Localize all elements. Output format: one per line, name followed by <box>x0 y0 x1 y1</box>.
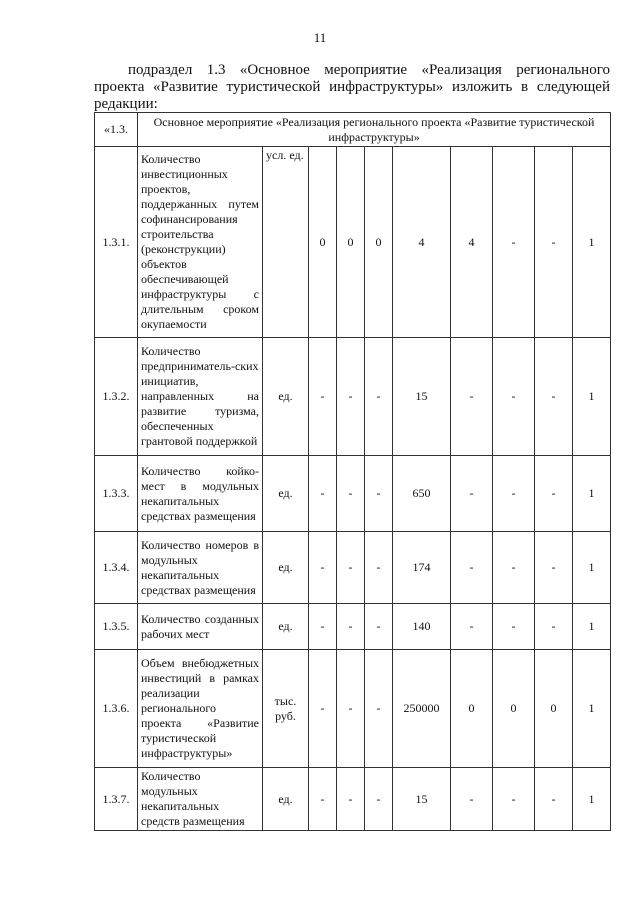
value-cell: 140 <box>393 604 451 650</box>
value-cell: - <box>535 604 573 650</box>
value-cell: 1 <box>573 768 611 831</box>
unit: тыс. руб. <box>263 650 309 768</box>
value-cell: - <box>451 768 493 831</box>
value-cell: - <box>309 604 337 650</box>
value-cell: - <box>535 768 573 831</box>
section-header-row <box>95 113 611 147</box>
value-cell: 0 <box>337 147 365 338</box>
value-cell: 1 <box>573 650 611 768</box>
row-number: 1.3.2. <box>95 338 138 456</box>
value-cell: - <box>535 338 573 456</box>
indicator-name: Количество предприниматель-ских инициатив, направленных на развитие туризма, обеспеченных грантовой поддержкой <box>138 338 263 456</box>
value-cell: - <box>309 650 337 768</box>
value-cell: - <box>493 338 535 456</box>
indicator-name: Количество модульных некапитальных средств размещения <box>138 768 263 831</box>
indicator-name: Объем внебюджетных инвестиций в рамках реализации регионального проекта «Развитие туристической инфраструктуры» <box>138 650 263 768</box>
value-cell: 1 <box>573 532 611 604</box>
table-row <box>95 338 611 456</box>
value-cell: 15 <box>393 338 451 456</box>
value-cell: - <box>493 604 535 650</box>
value-cell: 650 <box>393 456 451 532</box>
row-number: 1.3.6. <box>95 650 138 768</box>
value-cell: - <box>365 456 393 532</box>
row-number: 1.3.7. <box>95 768 138 831</box>
value-cell: 4 <box>393 147 451 338</box>
value-cell: 0 <box>365 147 393 338</box>
value-cell: 15 <box>393 768 451 831</box>
value-cell: 0 <box>493 650 535 768</box>
value-cell: - <box>337 650 365 768</box>
table-row <box>95 650 611 768</box>
table-row <box>95 147 611 338</box>
table-row <box>95 768 611 831</box>
value-cell: - <box>365 604 393 650</box>
indicator-name: Количество созданных рабочих мест <box>138 604 263 650</box>
value-cell: 1 <box>573 147 611 338</box>
value-cell: - <box>451 456 493 532</box>
indicator-name: Количество инвестиционных проектов, поддержанных путем софинансирования строительства (реконструкции) объектов обеспечивающей инфраструктуры с длительным сроком окупаемости <box>138 147 263 338</box>
section-title: Основное мероприятие «Реализация регионального проекта «Развитие туристической инфраструктуры» <box>138 113 611 147</box>
value-cell: 0 <box>535 650 573 768</box>
indicator-name: Количество койко-мест в модульных некапитальных средствах размещения <box>138 456 263 532</box>
page-number: 11 <box>313 30 327 45</box>
value-cell: - <box>451 604 493 650</box>
value-cell: - <box>337 456 365 532</box>
row-number: 1.3.1. <box>95 147 138 338</box>
value-cell: 0 <box>309 147 337 338</box>
table-row <box>95 604 611 650</box>
value-cell: - <box>365 532 393 604</box>
row-number: 1.3.5. <box>95 604 138 650</box>
intro-last-line: редакции: <box>94 96 158 112</box>
value-cell: - <box>365 338 393 456</box>
row-number: 1.3.4. <box>95 532 138 604</box>
value-cell: - <box>451 338 493 456</box>
value-cell: - <box>535 147 573 338</box>
row-number: 1.3.3. <box>95 456 138 532</box>
value-cell: 174 <box>393 532 451 604</box>
unit: ед. <box>263 338 309 456</box>
value-cell: - <box>365 650 393 768</box>
value-cell: - <box>493 147 535 338</box>
value-cell: - <box>309 768 337 831</box>
value-cell: 250000 <box>393 650 451 768</box>
value-cell: - <box>535 532 573 604</box>
unit: ед. <box>263 532 309 604</box>
value-cell: - <box>493 768 535 831</box>
value-cell: - <box>309 338 337 456</box>
value-cell: - <box>337 338 365 456</box>
value-cell: - <box>309 532 337 604</box>
value-cell: - <box>365 768 393 831</box>
value-cell: - <box>337 604 365 650</box>
value-cell: 1 <box>573 338 611 456</box>
value-cell: - <box>493 532 535 604</box>
value-cell: 4 <box>451 147 493 338</box>
indicator-name: Количество номеров в модульных некапитальных средствах размещения <box>138 532 263 604</box>
unit: усл. ед. <box>263 147 309 338</box>
value-cell: 1 <box>573 456 611 532</box>
unit: ед. <box>263 768 309 831</box>
value-cell: - <box>337 768 365 831</box>
section-number: «1.3. <box>95 113 138 147</box>
value-cell: - <box>493 456 535 532</box>
intro-paragraph <box>94 62 610 96</box>
value-cell: 0 <box>451 650 493 768</box>
value-cell: - <box>451 532 493 604</box>
value-cell: - <box>535 456 573 532</box>
indicator-table <box>94 112 611 831</box>
value-cell: - <box>309 456 337 532</box>
value-cell: 1 <box>573 604 611 650</box>
unit: ед. <box>263 456 309 532</box>
value-cell: - <box>337 532 365 604</box>
table-row <box>95 456 611 532</box>
table-row <box>95 532 611 604</box>
unit: ед. <box>263 604 309 650</box>
intro-text: подраздел 1.3 «Основное мероприятие «Реализация регионального проекта «Развитие туристической инфраструктуры» изложить в следующей <box>94 62 610 95</box>
